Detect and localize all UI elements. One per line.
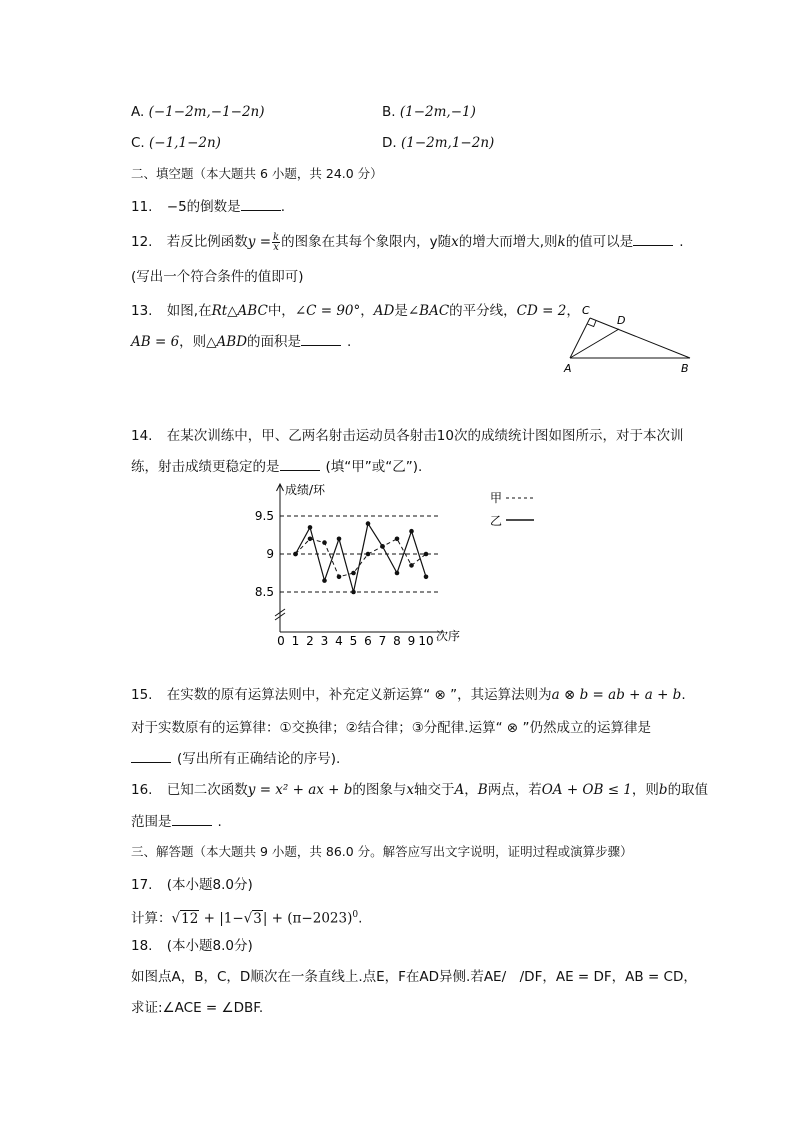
- q16-t4: ，: [464, 782, 478, 798]
- side-cb: [590, 318, 690, 358]
- point-甲-3: [322, 540, 327, 545]
- q15-line3: [131, 749, 340, 768]
- q16-x: x: [406, 782, 415, 798]
- q11-number: 11.: [131, 199, 153, 215]
- q16-t8: 范围是: [131, 814, 172, 830]
- q12-var-x: x: [451, 234, 459, 250]
- label-b: B: [681, 362, 689, 375]
- x-tick-label-2: 2: [306, 634, 314, 648]
- q16-t1: 已知二次函数: [166, 782, 248, 798]
- q18-number: 18.: [131, 938, 153, 954]
- q17-exponent: 0: [352, 910, 359, 920]
- point-甲-8: [395, 537, 400, 542]
- x-tick-label-0: 0: [277, 634, 285, 648]
- q13-answer-blank[interactable]: [301, 332, 341, 346]
- q16-bb: b: [658, 782, 668, 798]
- label-c: C: [582, 304, 590, 317]
- option-b-letter: B.: [382, 104, 396, 120]
- q13-abd: △ABD: [206, 334, 248, 350]
- q14-line1: 在某次训练中，甲、乙两名射击运动员各射击10次的成绩统计图如图所示，对于本次训: [166, 428, 684, 444]
- question-15: [131, 686, 686, 704]
- label-d: D: [617, 314, 626, 327]
- x-tick-label-9: 9: [407, 634, 416, 648]
- q11-answer-blank[interactable]: [241, 197, 281, 211]
- q17-end: .: [358, 910, 363, 927]
- x-axis-label: 次序: [436, 629, 461, 643]
- q17-radicand-2: 3: [253, 910, 262, 927]
- q13-triangle-figure: [560, 300, 700, 380]
- q14-t1: 练，射击成绩更稳定的是: [131, 459, 280, 475]
- q17-mid2: | + (π−2023): [262, 910, 353, 927]
- question-14: [131, 427, 683, 445]
- option-c-letter: C.: [131, 135, 145, 151]
- q13-t6: ，: [566, 303, 580, 319]
- q13-rt: Rt△ABC: [211, 303, 268, 319]
- q16-end: .: [217, 814, 222, 830]
- option-d-letter: D.: [382, 135, 397, 151]
- q12-func-lhs: y =: [247, 234, 272, 250]
- q15-end1: .: [681, 687, 686, 703]
- x-tick-label-7: 7: [378, 634, 387, 648]
- point-甲-2: [308, 537, 313, 542]
- q16-number: 16.: [131, 782, 153, 798]
- q18-line2: 求证:∠ACE = ∠DBF.: [131, 1000, 264, 1016]
- q12-mid3: 的值可以是: [565, 234, 634, 250]
- q12-number: 12.: [131, 234, 153, 250]
- x-tick-label-8: 8: [393, 634, 401, 648]
- q13-t3: ，: [360, 303, 374, 319]
- q16-a: A: [454, 782, 465, 798]
- option-d-text: (1−2m,1−2n): [400, 135, 495, 151]
- option-a-letter: A.: [131, 104, 145, 120]
- q17-expression: [131, 906, 362, 928]
- q16-t6: ，则: [631, 782, 659, 798]
- q16-t3: 轴交于: [414, 782, 455, 798]
- option-a: [131, 103, 265, 121]
- q13-ab: AB = 6: [131, 334, 180, 350]
- q13-t5: 的平分线，: [449, 303, 517, 319]
- q15-t3: (写出所有正确结论的序号).: [177, 751, 341, 767]
- q13-t8: 的面积是: [247, 334, 302, 350]
- y-axis-label: 成绩/环: [285, 483, 326, 497]
- q12-frac-bot: x: [273, 241, 279, 253]
- point-甲-10: [424, 552, 429, 557]
- point-乙-1: [293, 552, 298, 557]
- point-乙-5: [351, 590, 356, 595]
- q13-cd: CD = 2: [516, 303, 567, 319]
- y-tick-label-8.5: 8.5: [254, 585, 274, 599]
- x-tick-label-5: 5: [349, 634, 358, 648]
- q13-ad: AD: [373, 303, 395, 319]
- q13-line2: [131, 332, 351, 351]
- q15-line1: 在实数的原有运算法则中，补充定义新运算“ ⊗ ”，其运算法则为: [166, 687, 552, 703]
- q16-t2: 的图象与: [352, 782, 407, 798]
- y-tick-label-9.5: 9.5: [254, 509, 274, 523]
- point-乙-9: [409, 529, 414, 534]
- q17-sqrt-sign-2: √: [243, 910, 253, 927]
- q14-number: 14.: [131, 428, 153, 444]
- q17-number: 17.: [131, 877, 153, 893]
- q12-fraction: [272, 233, 280, 252]
- q18-line1: 如图点A，B，C，D顺次在一条直线上.点E，F在AD异侧.若AE/ /DF，AE = DF，AB = CD，: [131, 969, 697, 985]
- y-tick-label-9: 9: [266, 547, 274, 561]
- q12-mid1: 的图象在其每个象限内，y随: [281, 234, 452, 250]
- q16-cond: OA + OB ≤ 1: [541, 782, 632, 798]
- q13-t1: 如图,在: [166, 303, 212, 319]
- option-c: [131, 134, 221, 152]
- question-17: [131, 876, 253, 894]
- q12-pre: 若反比例函数: [166, 234, 248, 250]
- q13-t2: 中，: [267, 303, 295, 319]
- series-line-乙: [296, 524, 427, 592]
- x-tick-label-10: 10: [418, 634, 434, 648]
- q13-t7: ，则: [179, 334, 207, 350]
- legend-jia-label: 甲: [490, 491, 503, 505]
- q15-rule: a ⊗ b = ab + a + b: [551, 687, 682, 703]
- q14-answer-blank[interactable]: [280, 457, 320, 471]
- q11-text: −5的倒数是: [166, 199, 241, 215]
- point-乙-6: [366, 521, 371, 526]
- option-b: [382, 103, 476, 121]
- q17-radicand-1: 12: [181, 910, 199, 927]
- point-乙-4: [337, 537, 342, 542]
- option-a-text: (−1−2m,−1−2n): [148, 104, 265, 120]
- option-d: [382, 134, 494, 152]
- q12-answer-blank[interactable]: [633, 232, 673, 246]
- option-b-text: (1−2m,−1): [399, 104, 476, 120]
- legend-yi-label: 乙: [490, 514, 503, 528]
- q13-angle: ∠C = 90°: [294, 303, 361, 319]
- x-tick-label-3: 3: [320, 634, 329, 648]
- point-乙-3: [322, 578, 327, 583]
- point-乙-2: [308, 525, 313, 530]
- shooting-scores-chart: [250, 480, 550, 650]
- question-12: [131, 232, 683, 252]
- q14-line2: [131, 457, 422, 476]
- q12-frac-top: k: [273, 231, 280, 243]
- point-甲-9: [409, 563, 414, 568]
- q16-t5: 两点，若: [487, 782, 542, 798]
- q11-end: .: [280, 199, 285, 215]
- point-甲-4: [337, 575, 342, 580]
- q17-mid1: + |1−: [199, 910, 244, 927]
- point-甲-5: [351, 571, 356, 576]
- question-16: [131, 781, 708, 799]
- q13-number: 13.: [131, 303, 153, 319]
- q17-score: (本小题8.0分): [166, 877, 253, 893]
- point-甲-6: [366, 552, 371, 557]
- q16-line2: [131, 812, 222, 831]
- x-tick-label-1: 1: [291, 634, 300, 648]
- option-c-text: (−1,1−2n): [149, 135, 221, 151]
- q13-end: .: [347, 334, 352, 350]
- question-11: [131, 197, 285, 216]
- q18-score: (本小题8.0分): [166, 938, 253, 954]
- q12-var-k: k: [557, 234, 566, 250]
- point-乙-10: [424, 575, 429, 580]
- q12-line2: (写出一个符合条件的值即可): [131, 269, 304, 285]
- q15-answer-blank[interactable]: [131, 749, 171, 763]
- q15-line2: 对于实数原有的运算律：①交换律；②结合律；③分配律.运算“ ⊗ ”仍然成立的运算律是: [131, 720, 651, 736]
- q15-number: 15.: [131, 687, 153, 703]
- q14-t2: (填“甲”或“乙”).: [325, 459, 423, 475]
- label-a: A: [564, 362, 572, 375]
- section-2-title: 二、填空题（本大题共 6 小题，共 24.0 分）: [131, 166, 383, 181]
- q12-mid2: 的增大而增大,则: [458, 234, 558, 250]
- q17-calc-label: 计算：: [131, 910, 172, 927]
- q16-answer-blank[interactable]: [172, 812, 212, 826]
- q13-t4: 是: [394, 303, 408, 319]
- q13-bac: ∠BAC: [407, 303, 450, 319]
- question-18: [131, 937, 253, 955]
- x-tick-label-6: 6: [364, 634, 372, 648]
- question-13: [131, 302, 580, 320]
- q16-b: B: [477, 782, 488, 798]
- section-3-title: 三、解答题（本大题共 9 小题，共 86.0 分。解答应写出文字说明，证明过程或演算步骤）: [131, 844, 633, 859]
- q16-t7: 的取值: [667, 782, 709, 798]
- q16-func: y = x² + ax + b: [247, 782, 353, 798]
- point-乙-8: [395, 571, 400, 576]
- q12-end: .: [679, 234, 684, 250]
- q17-sqrt-sign-1: √: [171, 910, 181, 927]
- x-tick-label-4: 4: [335, 634, 343, 648]
- point-乙-7: [380, 544, 385, 549]
